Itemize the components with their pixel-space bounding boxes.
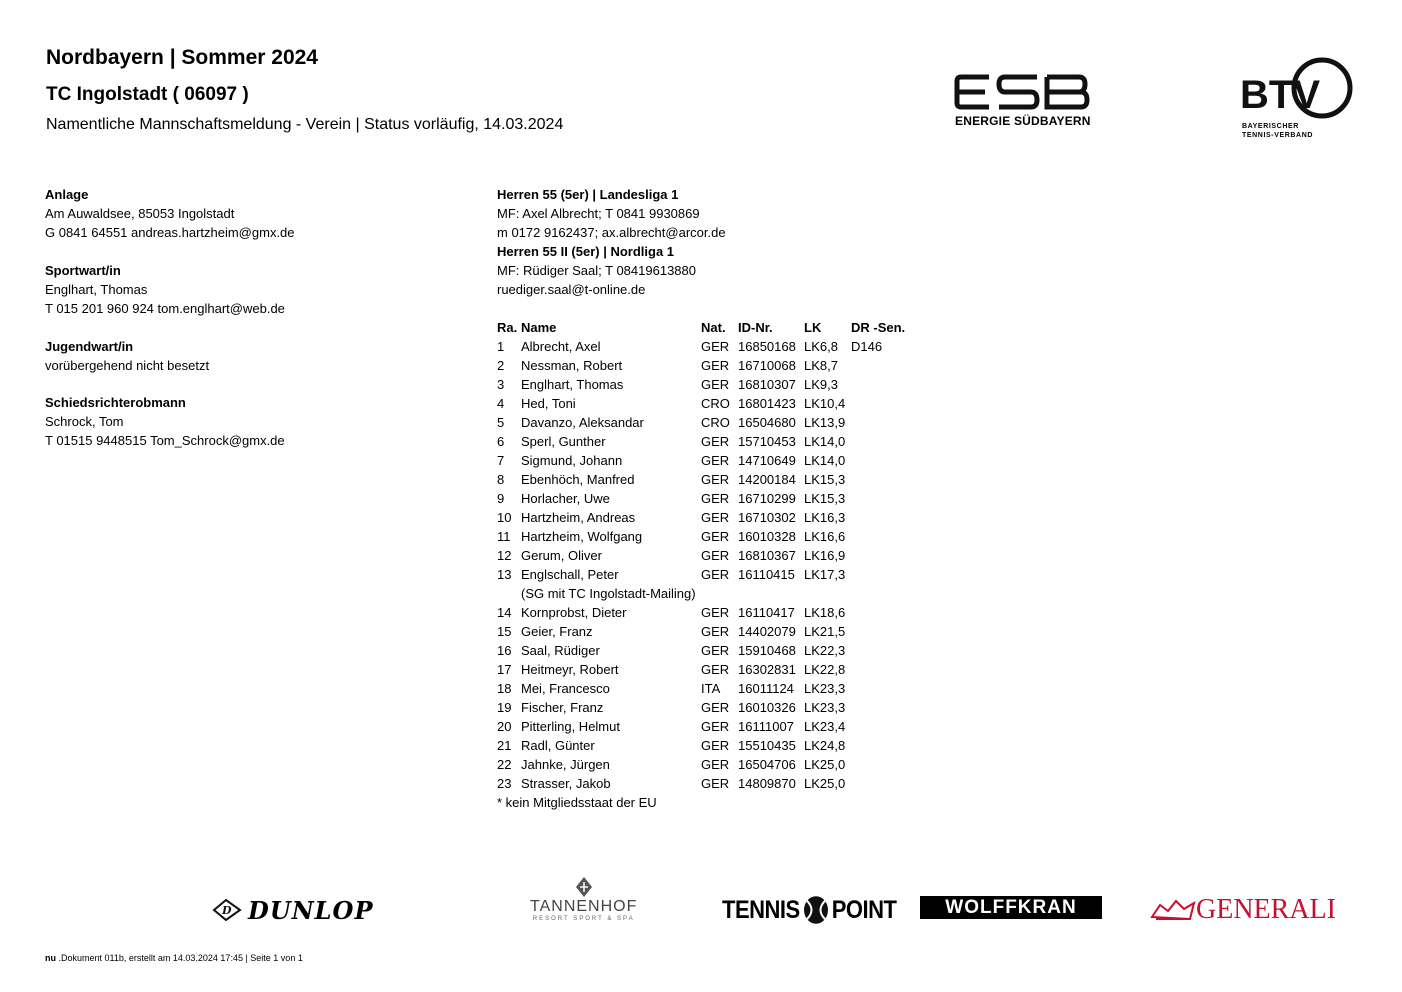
cell-name: Fischer, Franz xyxy=(521,700,604,715)
cell-ra: 7 xyxy=(497,453,505,468)
tennis-ball-icon xyxy=(802,894,830,926)
team-info xyxy=(497,185,726,299)
cell-id: 14200184 xyxy=(738,472,796,487)
cell-name: Kornprobst, Dieter xyxy=(521,605,627,620)
table-footnote: * kein Mitgliedsstaat der EU xyxy=(497,795,657,810)
section-sportwart-name: Englhart, Thomas xyxy=(45,282,148,297)
cell-nat: GER xyxy=(701,358,730,373)
cell-id: 15510435 xyxy=(738,738,796,753)
cell-lk: LK17,3 xyxy=(804,567,846,582)
header-dr: DR -Sen. xyxy=(851,320,906,335)
cell-id: 16810307 xyxy=(738,377,796,392)
cell-name: Sperl, Gunther xyxy=(521,434,606,449)
club-title: TC Ingolstadt ( 06097 ) xyxy=(46,84,249,105)
team1-title: Herren 55 (5er) | Landesliga 1 xyxy=(497,187,679,202)
cell-ra: 1 xyxy=(497,339,505,354)
cell-id: 16801423 xyxy=(738,396,796,411)
cell-ra: 5 xyxy=(497,415,505,430)
cell-ra: 9 xyxy=(497,491,505,506)
cell-id: 14402079 xyxy=(738,624,796,639)
cell-ra: 10 xyxy=(497,510,512,525)
cell-ra: 3 xyxy=(497,377,505,392)
cell-ra: 16 xyxy=(497,643,512,658)
cell-id: 16111007 xyxy=(738,719,794,734)
btv-subtitle-line2: TENNIS-VERBAND xyxy=(1242,132,1314,139)
table-row xyxy=(497,736,846,755)
table-row xyxy=(497,641,846,660)
table-row xyxy=(497,413,846,432)
svg-text:BTV: BTV xyxy=(1240,73,1320,117)
generali-logo xyxy=(1150,880,1336,940)
cell-nat: GER xyxy=(701,643,730,658)
cell-name: Englschall, Peter xyxy=(521,567,619,582)
table-row xyxy=(497,698,846,717)
header-id: ID-Nr. xyxy=(738,320,773,335)
cell-id: 16810367 xyxy=(738,548,796,563)
cell-nat: GER xyxy=(701,567,730,582)
tannenhof-text: TANNENHOF xyxy=(530,898,638,915)
cell-nat: GER xyxy=(701,700,730,715)
page-subtitle: Namentliche Mannschaftsmeldung - Verein | Status vorläufig, 14.03.2024 xyxy=(46,116,564,133)
cell-lk: LK16,6 xyxy=(804,529,846,544)
cell-lk: LK16,9 xyxy=(804,548,846,563)
wolffkran-logo xyxy=(920,896,1102,919)
cell-lk: LK13,9 xyxy=(804,415,846,430)
cell-nat: CRO xyxy=(701,396,730,411)
cell-lk: LK8,7 xyxy=(804,358,838,373)
cell-lk: LK14,0 xyxy=(804,453,846,468)
player-table xyxy=(497,318,906,812)
footer-brand: nu xyxy=(45,953,56,963)
table-row xyxy=(497,584,696,603)
cell-id: 16504706 xyxy=(738,757,796,772)
cell-nat: GER xyxy=(701,605,730,620)
cell-ra: 6 xyxy=(497,434,505,449)
cell-ra: 15 xyxy=(497,624,512,639)
cell-ra: 2 xyxy=(497,358,505,373)
cell-nat: GER xyxy=(701,529,730,544)
cell-nat: ITA xyxy=(701,681,721,696)
team2-contact: ruediger.saal@t-online.de xyxy=(497,282,646,297)
cell-ra: 21 xyxy=(497,738,512,753)
table-row xyxy=(497,432,846,451)
btv-logo xyxy=(1240,50,1360,145)
team2-title: Herren 55 II (5er) | Nordliga 1 xyxy=(497,244,675,259)
document-footer xyxy=(45,953,303,963)
section-schiedsrichter-title: Schiedsrichterobmann xyxy=(45,395,186,410)
cell-lk: LK23,3 xyxy=(804,700,846,715)
cell-nat: GER xyxy=(701,377,730,392)
cell-id: 14710649 xyxy=(738,453,796,468)
table-row xyxy=(497,565,846,584)
cell-name: Saal, Rüdiger xyxy=(521,643,600,658)
cell-nat: GER xyxy=(701,491,730,506)
cell-nat: GER xyxy=(701,472,730,487)
cell-lk: LK16,3 xyxy=(804,510,846,525)
section-sportwart-title: Sportwart/in xyxy=(45,263,121,278)
section-sportwart-contact: T 015 201 960 924 tom.englhart@web.de xyxy=(45,301,285,316)
section-anlage-contact: G 0841 64551 andreas.hartzheim@gmx.de xyxy=(45,225,295,240)
wolffkran-text: WOLFFKRAN xyxy=(945,896,1077,918)
cell-id: 16710068 xyxy=(738,358,796,373)
cell-lk: LK15,3 xyxy=(804,472,846,487)
tennispoint-text-b: POINT xyxy=(831,895,897,924)
table-row xyxy=(497,337,883,356)
cell-lk: LK21,5 xyxy=(804,624,846,639)
table-row xyxy=(497,508,846,527)
cell-id: 14809870 xyxy=(738,776,796,791)
cell-nat: GER xyxy=(701,453,730,468)
table-row xyxy=(497,603,846,622)
cell-nat: GER xyxy=(701,757,730,772)
cell-ra: 22 xyxy=(497,757,512,772)
section-sportwart xyxy=(45,261,465,318)
btv-logo-icon xyxy=(1240,50,1360,120)
page-title: Nordbayern | Sommer 2024 xyxy=(46,46,318,69)
cell-nat: CRO xyxy=(701,415,730,430)
cell-lk: LK23,3 xyxy=(804,681,846,696)
team2-captain: MF: Rüdiger Saal; T 08419613880 xyxy=(497,263,696,278)
cell-ra: 12 xyxy=(497,548,512,563)
cell-name: (SG mit TC Ingolstadt-Mailing) xyxy=(521,586,696,601)
team1-captain: MF: Axel Albrecht; T 0841 9930869 xyxy=(497,206,700,221)
tannenhof-logo xyxy=(530,876,637,936)
cell-nat: GER xyxy=(701,434,730,449)
header-ra: Ra. xyxy=(497,320,518,335)
cell-name: Ebenhöch, Manfred xyxy=(521,472,635,487)
cell-name: Geier, Franz xyxy=(521,624,593,639)
section-jugendwart-title: Jugendwart/in xyxy=(45,339,134,354)
table-row xyxy=(497,679,846,698)
generali-text: GENERALI xyxy=(1196,894,1336,925)
table-row xyxy=(497,451,846,470)
cell-nat: GER xyxy=(701,776,730,791)
cell-ra: 14 xyxy=(497,605,512,620)
cell-name: Gerum, Oliver xyxy=(521,548,602,563)
section-schiedsrichter-name: Schrock, Tom xyxy=(45,414,124,429)
cell-lk: LK14,0 xyxy=(804,434,846,449)
cell-name: Hed, Toni xyxy=(521,396,576,411)
cell-name: Nessman, Robert xyxy=(521,358,623,373)
cell-nat: GER xyxy=(701,339,730,354)
cell-ra: 8 xyxy=(497,472,505,487)
svg-text:D: D xyxy=(222,904,232,917)
cell-name: Sigmund, Johann xyxy=(521,453,623,468)
cell-nat: GER xyxy=(701,510,730,525)
cell-lk: LK25,0 xyxy=(804,776,846,791)
cell-name: Hartzheim, Andreas xyxy=(521,510,636,525)
cell-id: 16850168 xyxy=(738,339,796,354)
esb-logo xyxy=(953,72,1093,130)
cell-id: 16302831 xyxy=(738,662,796,677)
cell-id: 16110417 xyxy=(738,605,795,620)
tannenhof-logo-icon xyxy=(573,876,595,898)
cell-id: 16110415 xyxy=(738,567,795,582)
header-name: Name xyxy=(521,320,557,335)
cell-id: 15710453 xyxy=(738,434,796,449)
cell-lk: LK10,4 xyxy=(804,396,846,411)
cell-id: 16010328 xyxy=(738,529,796,544)
dunlop-logo xyxy=(212,880,374,940)
section-anlage xyxy=(45,185,465,242)
section-schiedsrichter xyxy=(45,393,465,450)
cell-name: Hartzheim, Wolfgang xyxy=(521,529,643,544)
cell-ra: 18 xyxy=(497,681,512,696)
section-anlage-title: Anlage xyxy=(45,187,89,202)
table-row xyxy=(497,774,846,793)
cell-ra: 11 xyxy=(497,529,511,544)
cell-lk: LK15,3 xyxy=(804,491,846,506)
cell-lk: LK9,3 xyxy=(804,377,838,392)
cell-nat: GER xyxy=(701,662,730,677)
table-row xyxy=(497,717,846,736)
cell-name: Strasser, Jakob xyxy=(521,776,611,791)
cell-dr: D146 xyxy=(851,339,883,354)
table-row xyxy=(497,755,846,774)
cell-nat: GER xyxy=(701,719,730,734)
cell-name: Heitmeyr, Robert xyxy=(521,662,619,677)
cell-name: Albrecht, Axel xyxy=(521,339,601,354)
table-body xyxy=(497,337,883,793)
cell-lk: LK22,3 xyxy=(804,643,846,658)
dunlop-logo-icon xyxy=(212,899,242,921)
header-lk: LK xyxy=(804,320,822,335)
cell-lk: LK6,8 xyxy=(804,339,838,354)
cell-id: 16010326 xyxy=(738,700,796,715)
cell-lk: LK23,4 xyxy=(804,719,846,734)
cell-id: 16710299 xyxy=(738,491,796,506)
team1-contact: m 0172 9162437; ax.albrecht@arcor.de xyxy=(497,225,726,240)
cell-lk: LK22,8 xyxy=(804,662,846,677)
table-row xyxy=(497,622,846,641)
table-header xyxy=(497,318,906,337)
cell-ra: 20 xyxy=(497,719,512,734)
cell-ra: 23 xyxy=(497,776,512,791)
table-row xyxy=(497,394,846,413)
section-jugendwart-name: vorübergehend nicht besetzt xyxy=(45,358,210,373)
tennispoint-text-a: TENNIS xyxy=(722,895,800,924)
cell-lk: LK18,6 xyxy=(804,605,846,620)
cell-name: Davanzo, Aleksandar xyxy=(521,415,644,430)
cell-nat: GER xyxy=(701,548,730,563)
cell-ra: 13 xyxy=(497,567,512,582)
esb-subtitle: ENERGIE SÜDBAYERN xyxy=(955,114,1091,128)
table-row xyxy=(497,470,846,489)
tennispoint-logo xyxy=(722,876,896,945)
cell-lk: LK25,0 xyxy=(804,757,846,772)
cell-name: Radl, Günter xyxy=(521,738,595,753)
cell-id: 16011124 xyxy=(738,681,794,696)
cell-id: 15910468 xyxy=(738,643,796,658)
table-row xyxy=(497,489,846,508)
cell-ra: 4 xyxy=(497,396,505,411)
esb-logo-icon xyxy=(953,72,1091,112)
section-schiedsrichter-contact: T 01515 9448515 Tom_Schrock@gmx.de xyxy=(45,433,285,448)
table-row xyxy=(497,527,846,546)
cell-name: Horlacher, Uwe xyxy=(521,491,610,506)
footer-text: .Dokument 011b, erstellt am 14.03.2024 17:45 | Seite 1 von 1 xyxy=(56,953,303,963)
cell-ra: 19 xyxy=(497,700,512,715)
dunlop-text: DUNLOP xyxy=(248,895,374,925)
cell-lk: LK24,8 xyxy=(804,738,846,753)
btv-subtitle xyxy=(1242,122,1313,140)
cell-ra: 17 xyxy=(497,662,512,677)
cell-name: Mei, Francesco xyxy=(521,681,610,696)
table-row xyxy=(497,546,846,565)
table-row xyxy=(497,375,838,394)
header-nat: Nat. xyxy=(701,320,726,335)
section-jugendwart xyxy=(45,337,465,375)
table-row xyxy=(497,356,838,375)
cell-name: Jahnke, Jürgen xyxy=(521,757,610,772)
table-row xyxy=(497,660,846,679)
generali-lion-icon xyxy=(1150,897,1196,923)
cell-nat: GER xyxy=(701,624,730,639)
cell-name: Englhart, Thomas xyxy=(521,377,624,392)
btv-subtitle-line1: BAYERISCHER xyxy=(1242,123,1299,130)
tannenhof-subtitle: RESORT SPORT & SPA xyxy=(532,916,635,922)
cell-id: 16504680 xyxy=(738,415,796,430)
cell-nat: GER xyxy=(701,738,730,753)
cell-id: 16710302 xyxy=(738,510,796,525)
section-anlage-address: Am Auwaldsee, 85053 Ingolstadt xyxy=(45,206,235,221)
cell-name: Pitterling, Helmut xyxy=(521,719,620,734)
